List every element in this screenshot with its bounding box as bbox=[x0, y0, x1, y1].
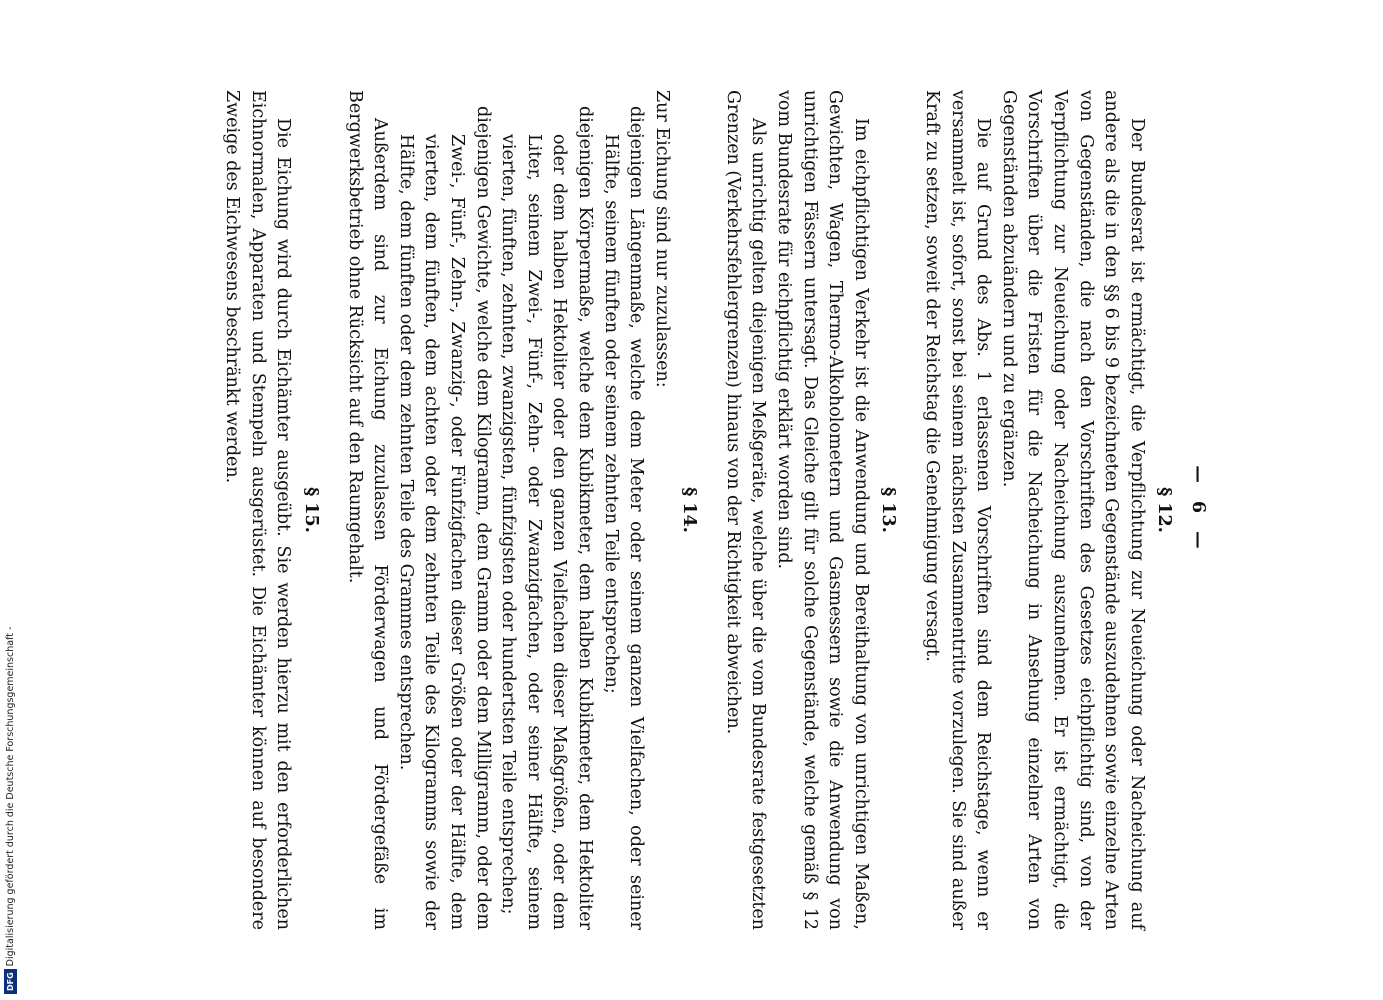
paragraph: Die auf Grund des Abs. 1 erlassenen Vorschriften sind dem Reichstage, wenn er versammelt ist, sofort, sonst bei seinem nächsten Zusammentritte vorzulegen. Sie sind außer Kraft zu setzen, soweit der Reichstag die Genehmigung versagt. bbox=[922, 90, 994, 930]
list-item: diejenigen Längenmaße, welche dem Meter oder seinem ganzen Vielfachen, oder seiner Hälfte, seinem fünften oder seinem zehnten Teile entsprechen; bbox=[600, 106, 647, 930]
paragraph: Außerdem sind zur Eichung zuzulassen Förderwagen und Fördergefäße im Bergwerksbetrieb ohne Rücksicht auf den Raumgehalt. bbox=[344, 90, 391, 930]
digitization-credit bbox=[4, 594, 17, 994]
paragraph: Der Bundesrat ist ermächtigt, die Verpflichtung zur Neueichung oder Nacheichung auf andere als die in den §§ 6 bis 9 bezeichneten Gegenstände auszudehnen sowie einzelne Arten von Gegenständen, die nach den Vorschriften des Gesetzes eichpflichtig sind, von der Verpflichtung zur Neueichung oder Nacheichung auszunehmen. Er ist ermächtigt, die Vorschriften über die Fristen für die Nacheichung in Ansehung einzelner Arten von Gegenständen abzuändern und zu ergänzen. bbox=[998, 90, 1147, 930]
paragraph: Im eichpflichtigen Verkehr ist die Anwendung und Bereithaltung von unrichtigen Maßen, Gewichten, Wagen, Thermo-Alkoholometern und Gasmessern sowie die Anwendung von unrichtigen Fässern untersagt. Das Gleiche gilt für solche Gegenstände, welche gemäß § 12 vom Bundesrate für eichpflichtig erklärt worden sind. bbox=[774, 90, 871, 930]
rotated-text-block bbox=[210, 90, 1210, 930]
section-heading: § 12. bbox=[1154, 487, 1175, 533]
paragraph: Zur Eichung sind nur zuzulassen: bbox=[651, 90, 672, 388]
paragraph: Die Eichung wird durch Eichämter ausgeübt. Sie werden hierzu mit den erforderlichen Eichnormalen, Apparaten und Stempeln ausgerüstet. Die Eichämter können auf besondere Zweige des Eichwesens beschränkt werden. bbox=[222, 90, 294, 930]
section-heading: § 14. bbox=[679, 487, 700, 533]
dfg-logo-icon: DFG bbox=[4, 969, 17, 994]
section-12 bbox=[918, 90, 1176, 930]
page-number: — 6 — bbox=[1188, 465, 1208, 555]
section-heading: § 15. bbox=[301, 487, 321, 533]
list-item: diejenigen Körpermaße, welche dem Kubikmeter, dem halben Kubikmeter, dem Hektoliter oder dem halben Hektoliter oder den ganzen Vielfachen dieser Maßgrößen, oder dem Liter, seinem Zwei-, Fünf-, Zehn- oder Zwanzigfachen, oder seiner Hälfte, seinem vierten, fünften, zehnten, zwanzigsten, fünfzigsten oder hundertsten Teile entsprechen; bbox=[498, 106, 595, 930]
list-item: diejenigen Gewichte, welche dem Kilogramm, dem Gramm oder dem Milligramm, oder dem Zwei-, Fünf-, Zehn-, Zwanzig-, oder Fünfzigfachen dieser Größen oder der Hälfte, dem vierten, dem fünften, dem achten oder dem zehnten Teile des Kilogramms sowie der Hälfte, dem fünften oder dem zehnten Teile des Grammes entsprechen. bbox=[395, 106, 493, 930]
section-13 bbox=[719, 90, 900, 930]
section-14 bbox=[341, 90, 701, 930]
section-15 bbox=[219, 90, 323, 930]
credit-text: Digitalisierung gefördert durch die Deutsche Forschungsgemeinschaft - bbox=[5, 626, 16, 967]
paragraph: Als unrichtig gelten diejenigen Meßgeräte, welche über die vom Bundesrate festgesetzten Grenzen (Verkehrsfehlergrenzen) hinaus von der Richtigkeit abweichen. bbox=[722, 90, 769, 930]
section-heading: § 13. bbox=[878, 487, 899, 533]
